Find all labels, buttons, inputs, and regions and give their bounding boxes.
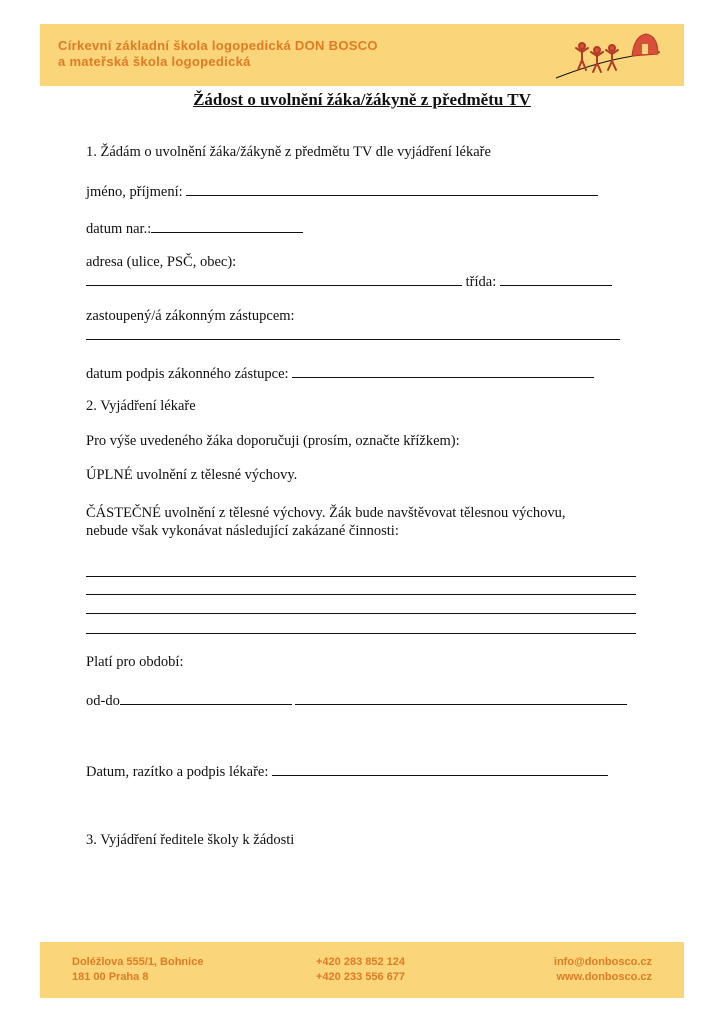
doctor-sign-field[interactable] [272,761,608,776]
page-title: Žádost o uvolnění žáka/žákyně z předmětu TV [193,90,531,109]
footer-phones [316,955,405,985]
period-label: Platí pro období: [86,654,184,670]
partial-exemption-line1: ČÁSTEČNÉ uvolnění z tělesné výchovy. Žák bude navštěvovat tělesnou výchovu, [86,505,566,521]
doctor-sign-label: Datum, razítko a podpis lékaře: [86,764,269,780]
section1-intro: 1. Žádám o uvolnění žáka/žákyně z předmětu TV dle vyjádření lékaře [86,144,491,160]
footer-address-line2: 181 00 Praha 8 [72,971,149,983]
header-band [40,24,684,86]
footer-web-link[interactable]: www.donbosco.cz [556,971,652,983]
name-row [86,181,598,201]
address-label: adresa (ulice, PSČ, obec): [86,254,237,270]
footer-email-link[interactable]: info@donbosco.cz [553,956,652,968]
from-date-field[interactable] [120,690,292,705]
full-exemption-option: ÚPLNÉ uvolnění z tělesné výchovy. [86,467,298,483]
section3-heading: 3. Vyjádření ředitele školy k žádosti [86,832,295,848]
guardian-sign-label: datum podpis zákonného zástupce: [86,366,289,382]
guardian-field[interactable] [86,339,620,340]
footer-contact [554,955,652,985]
section2-heading: 2. Vyjádření lékaře [86,398,196,414]
guardian-sign-row [86,363,594,383]
guardian-sign-field[interactable] [292,363,594,378]
forbidden-activities-line-4[interactable] [86,633,636,634]
to-date-field[interactable] [295,690,627,705]
school-name [58,38,378,70]
birth-date-field[interactable] [151,218,303,233]
footer-phone-2: +420 233 556 677 [316,971,406,983]
class-label: třída: [465,274,497,290]
school-logo [552,28,662,84]
school-name-line1: Církevní základní škola logopedická DON BOSCO [58,38,378,53]
birth-label: datum nar.: [86,221,152,237]
footer-band [40,942,684,998]
recommend-text: Pro výše uvedeného žáka doporučuji (prosím, označte křížkem): [86,433,460,449]
address-row [86,271,612,291]
forbidden-activities-line-3[interactable] [86,613,636,614]
forbidden-activities-line-1[interactable] [86,576,636,577]
footer-address-line1: Doléžlova 555/1, Bohnice [72,956,204,968]
school-name-line2: a mateřská škola logopedická [58,54,251,69]
doctor-sign-row [86,761,608,781]
birth-row [86,218,303,238]
forbidden-activities-line-2[interactable] [86,594,636,595]
name-label: jméno, příjmení: [86,184,183,200]
partial-exemption-line2: nebude však vykonávat následující zakázané činnosti: [86,523,399,539]
address-field[interactable] [86,271,462,286]
footer-address [72,955,203,985]
guardian-label: zastoupený/á zákonným zástupcem: [86,308,295,324]
from-to-row [86,690,627,710]
name-field[interactable] [186,181,598,196]
class-field[interactable] [500,271,612,286]
from-to-label: od-do [86,693,120,709]
footer-phone-1: +420 283 852 124 [316,956,406,968]
